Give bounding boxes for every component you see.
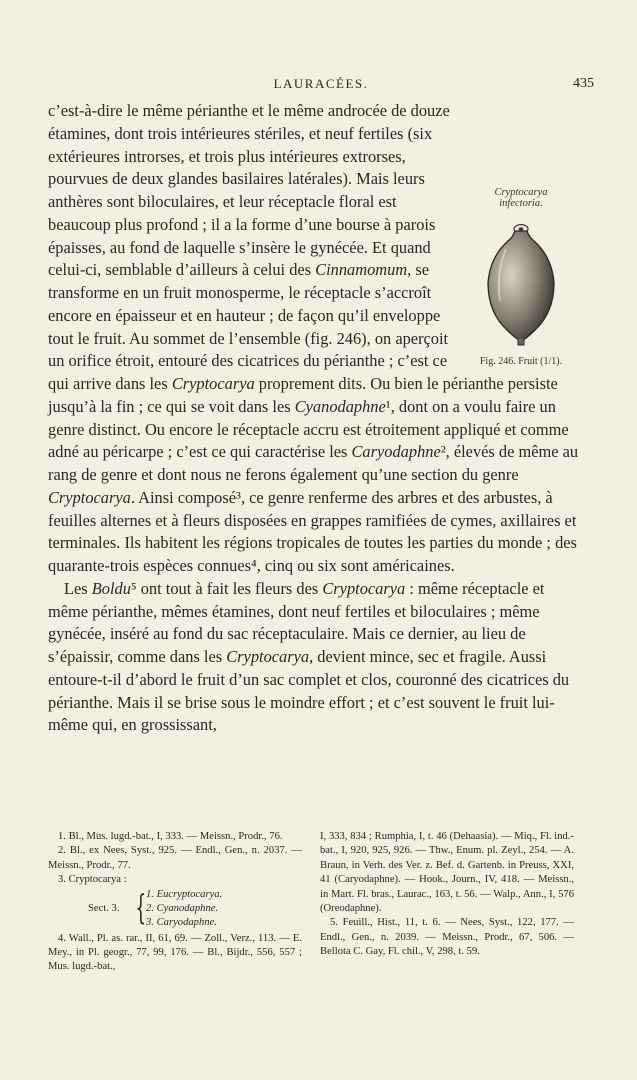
section-brace: { bbox=[135, 887, 147, 928]
text-run: , élevés de même au rang de genre et dont nous ne ferons également qu’une section du genre bbox=[48, 442, 579, 484]
text-run: , devient mince, sec et fragile. Aussi entoure-t-il d’abord le fruit d’un sac complet et clos, couronné des cicatrices du périanthe. Mais il se brise sous le moindre effort ; et c’est souvent le fruit lui-même qui, en grossissant, bbox=[48, 647, 570, 735]
footnote-3-sections bbox=[58, 888, 302, 932]
italic-term: Cryptocarya bbox=[171, 374, 255, 393]
text-run: c’est-à-dire le même périanthe et le même androcée de douze étamines, dont trois intérieures stériles, et neuf fertiles (six extérieures introrses, et trois plus intérieures extrorses, pourvues de deux glandes basilaires latérales). Mais leurs anthères sont biloculaires, et leur réceptacle floral est beaucoup plus profond ; il a la forme d’une bourse à parois épaisses, au fond de laquelle s’insère le gynécée. Et quand celui-ci, semblable d’ailleurs à celui des bbox=[48, 101, 450, 280]
footnote-2: 2. Bl., ex Nees, Syst., 925. — Endl., Gen., n. 2037. — Meissn., Prodr., 77. bbox=[48, 845, 302, 871]
text-run: . Ainsi composé³, ce genre renferme des arbres et des arbustes, à feuilles alternes et à fleurs disposées en grappes ramifiées de cymes, axillaires et terminales. Ils habitent les régions tropicales de toutes les parties du monde ; des quarante-trois espèces connues⁴, cinq ou six sont américaines. bbox=[48, 487, 577, 575]
italic-term: Cryptocarya bbox=[322, 578, 406, 598]
figure-species-caption bbox=[462, 187, 580, 209]
footnote-5: 5. Feuill., Hist., 11, t. 6. — Nees, Syst., 122, 177. — Endl., Gen., n. 2039. — Meissn., Prodr., 67, 506. — Bellota C. Gay, Fl. chil., V, 298, t. 59. bbox=[320, 917, 574, 958]
italic-term: Cryptocarya bbox=[48, 487, 131, 507]
section-label: Sect. 3. bbox=[88, 902, 120, 914]
section-item: 2. Cyanodaphne. bbox=[146, 903, 219, 915]
text-run: proprement dits. Ou bien le périanthe persiste jusqu’à la fin ; ce qui se voit dans les bbox=[48, 374, 558, 416]
text-run: ² bbox=[440, 442, 446, 462]
section-item: 3. Caryodaphne. bbox=[146, 917, 217, 929]
italic-term: Cyanodaphne bbox=[294, 396, 386, 416]
text-run: ¹ bbox=[385, 396, 391, 416]
text-run: Les bbox=[64, 578, 92, 598]
running-head: LAURACÉES. bbox=[273, 76, 369, 91]
footnotes-right-column bbox=[320, 830, 574, 960]
footnote-4: 4. Wall., Pl. as. rar., II, 61, 69. — Zoll., Verz., 113. — E. Mey., in Pl. geogr., 77, 99, 176. — Bl., Bijdr., 556, 557 ; Mus. lugd.-bat., bbox=[48, 932, 302, 973]
footnote-3: 3. Cryptocarya : bbox=[58, 874, 127, 886]
text-run: , se transforme en un fruit monosperme, le réceptacle s’accroît encore en épaisseur et en hauteur ; de façon qu’il enveloppe tout le fruit. Au sommet de l’ensemble (fig. 246), on aperçoit un orifice étroit, entouré des cicatrices du périanthe ; c’est ce qui arrive dans les bbox=[48, 260, 449, 393]
paragraph-2 bbox=[48, 578, 580, 737]
footnote-1: 1. Bl., Mus. lugd.-bat., I, 333. — Meissn., Prodr., 76. bbox=[58, 831, 283, 842]
figure-246 bbox=[462, 100, 580, 367]
figure-legend: Fig. 246. Fruit (1/1). bbox=[479, 356, 563, 367]
main-text bbox=[48, 100, 580, 737]
figure-caption-genus: Cryptocarya bbox=[494, 187, 548, 198]
section-item: 1. Eucryptocarya. bbox=[146, 888, 223, 900]
page-header bbox=[48, 76, 594, 98]
text-run: : même réceptacle et même périanthe, mêmes étamines, dont neuf fertiles et biloculaires ; même gynécée, inséré au fond du sac réceptaculaire. Mais ce dernier, au lieu de s’épaissir, comme dans les bbox=[48, 578, 545, 666]
italic-term: Caryodaphne bbox=[351, 442, 441, 462]
text-run: ⁵ bbox=[130, 578, 137, 598]
section-list bbox=[146, 888, 222, 931]
figure-caption-species: infectoria. bbox=[499, 198, 543, 209]
page-number: 435 bbox=[573, 76, 594, 91]
text-run: ont tout à fait les fleurs des bbox=[136, 578, 323, 598]
fruit-illustration bbox=[482, 221, 560, 347]
text-run: , dont on a voulu faire un genre distinct. Ou encore le réceptacle accru est étroitement appliqué et comme adné au péricarpe ; c’est ce qui caractérise les bbox=[48, 396, 569, 462]
italic-term: Cryptocarya bbox=[226, 647, 310, 666]
italic-term: Boldu bbox=[91, 578, 131, 598]
italic-term: Cinnamomum bbox=[315, 260, 408, 280]
footnotes-left-column bbox=[48, 830, 302, 975]
footnote-4-continued: I, 333, 834 ; Rumphia, I, t. 46 (Dehaasia). — Miq., Fl. ind.-bat., I, 920, 925, 926. — Thw., Enum. pl. Zeyl., 254. — A. Braun, in Verh. des Ver. z. Bef. d. Gartenb. in Preuss, XXI, 41 (Caryodaphne). — Hook., Journ., IV, 418. — Meissn., in Mart. Fl. bras., Laurac., 163, t. 56. — Walp., Ann., I, 576 (Oreodaphne). bbox=[320, 831, 574, 915]
